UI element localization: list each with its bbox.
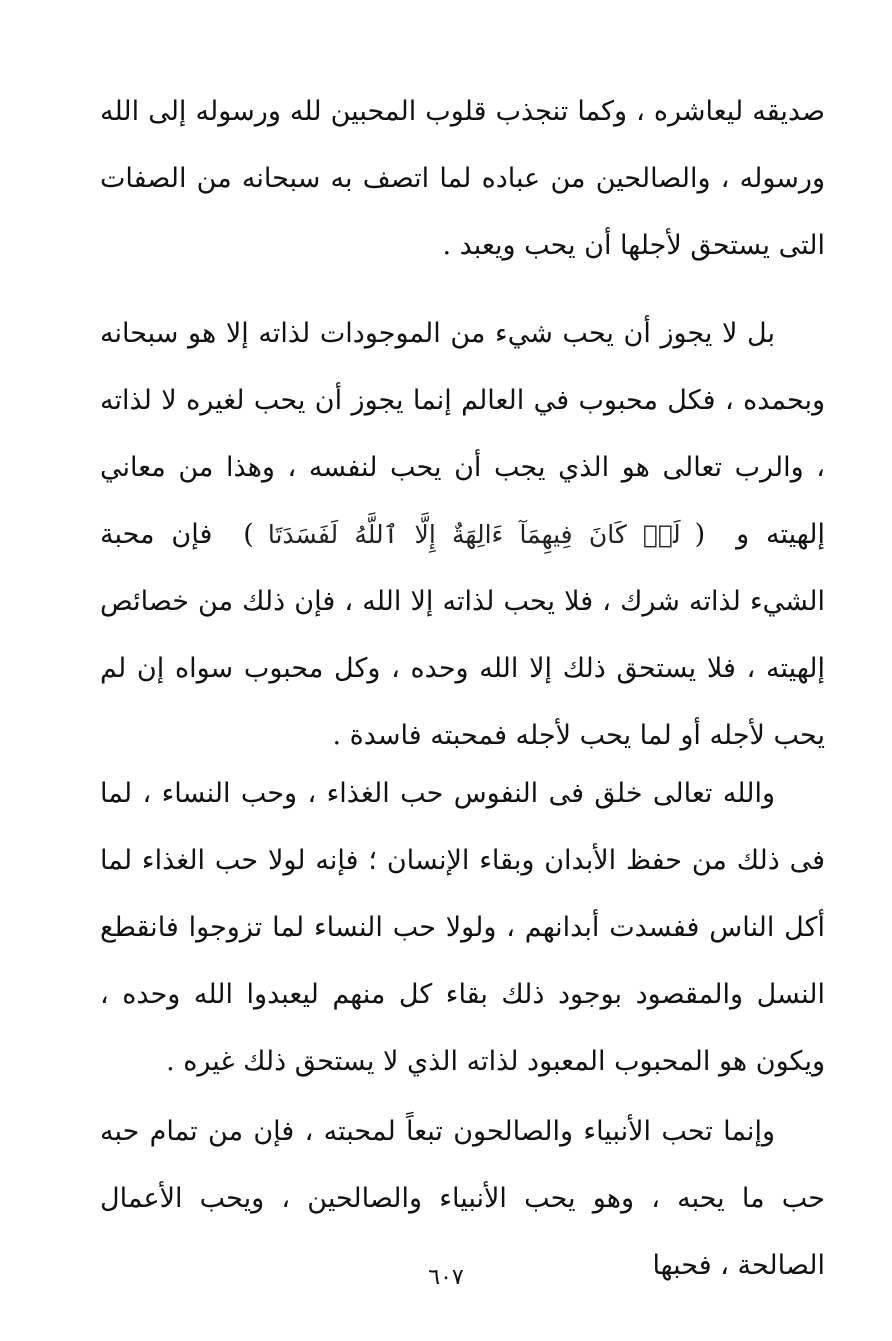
paragraph-2-after: فإن محبة الشيء لذاته شرك ، فلا يحب لذاته إلا الله ، فإن ذلك من خصائص إلهيته ، فلا يستحق ذلك إلا الله وحده ، وكل محبوب سواه إن لم يحب لأجله أو لما يحب لأجله فمحبته فاسدة . bbox=[100, 519, 825, 751]
paragraph-2 bbox=[100, 300, 825, 769]
page-number: ٦٠٧ bbox=[428, 1265, 464, 1290]
paragraph-2-text bbox=[100, 300, 825, 769]
paragraph-1-text: صديقه ليعاشره ، وكما تنجذب قلوب المحبين لله ورسوله إلى الله ورسوله ، والصالحين من عباده لما اتصف به سبحانه من الصفات التى يستحق لأجلها أن يحب ويعبد . bbox=[100, 96, 825, 261]
quran-verse: لَوۡ كَانَ فِيهِمَآ ءَالِهَةٌ إِلَّا ٱللَّهُ لَفَسَدَتَا bbox=[267, 520, 681, 549]
paragraph-3 bbox=[100, 760, 825, 1095]
paragraph-2-before: بل لا يجوز أن يحب شيء من الموجودات لذاته إلا هو سبحانه وبحمده ، فكل محبوب في العالم إنما يجوز أن يحب لغيره لا لذاته ، والرب تعالى هو الذي يجب أن يحب لنفسه ، وهذا من معاني إلهيته و bbox=[100, 318, 825, 550]
quran-open-bracket: ( bbox=[694, 519, 706, 550]
quran-close-bracket: ) bbox=[243, 519, 254, 550]
paragraph-3-text: والله تعالى خلق فى النفوس حب الغذاء ، وحب النساء ، لما فى ذلك من حفظ الأبدان وبقاء الإنسان ؛ فإنه لولا حب الغذاء لما أكل الناس ففسدت أبدانهم ، ولولا حب النساء لما تزوجوا فانقطع النسل والمقصود بوجود ذلك بقاء كل منهم ليعبدوا الله وحده ، ويكون هو المحبوب المعبود لذاته الذي لا يستحق ذلك غيره . bbox=[100, 778, 825, 1077]
paragraph-1 bbox=[100, 78, 825, 279]
paragraph-4-text: وإنما تحب الأنبياء والصالحون تبعاً لمحبته ، فإن من تمام حبه حب ما يحبه ، وهو يحب الأنبياء والصالحين ، ويحب الأعمال الصالحة ، فحبها bbox=[100, 1116, 825, 1281]
